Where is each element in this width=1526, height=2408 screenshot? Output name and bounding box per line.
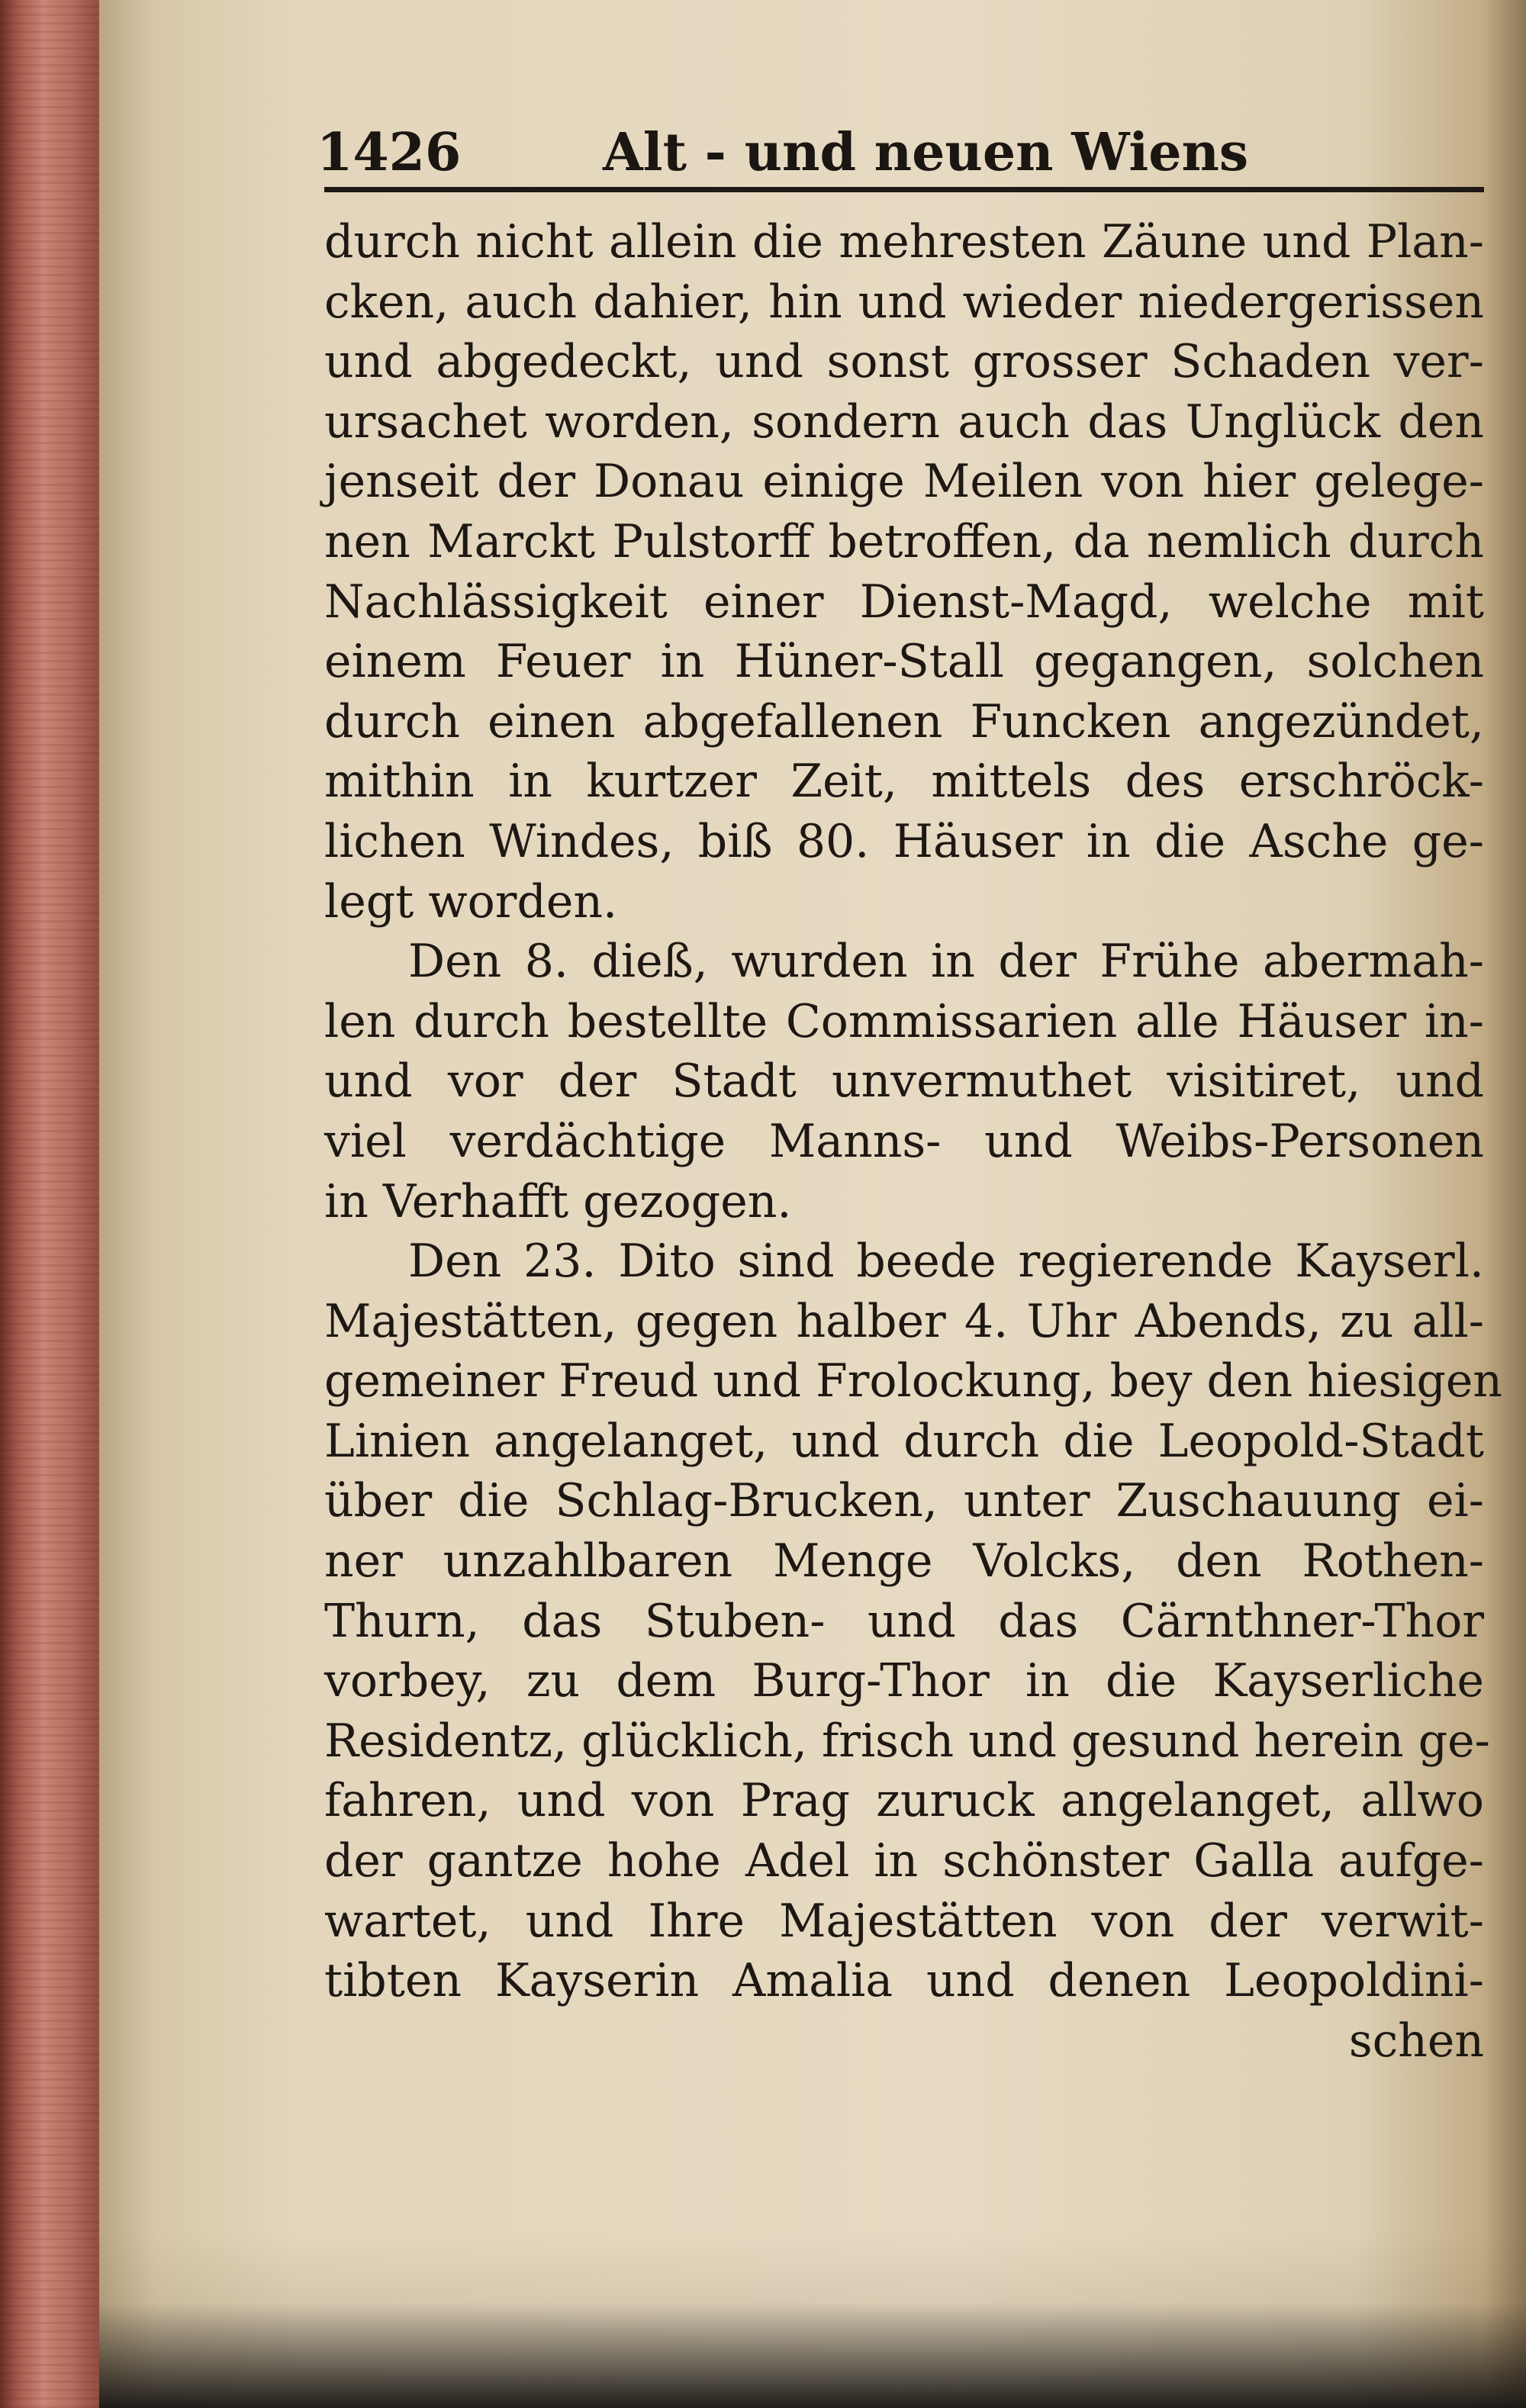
text-line: jenseit der Donau einige Meilen von hier gelege- (324, 455, 1484, 509)
running-title: Alt - und neuen Wiens (603, 122, 1249, 183)
text-line: der gantze hohe Adel in schönster Galla aufge- (324, 1834, 1484, 1888)
text-line: durch nicht allein die mehresten Zäune und Plan- (324, 215, 1484, 269)
text-line: ner unzahlbaren Menge Volcks, den Rothen- (324, 1534, 1484, 1589)
text-line: len durch bestellte Commissarien alle Häuser in- (324, 994, 1484, 1048)
text-line: Linien angelanget, und durch die Leopold-Stadt (324, 1414, 1484, 1468)
text-line: mithin in kurtzer Zeit, mittels des erschröck- (324, 755, 1484, 809)
text-line: fahren, und von Prag zuruck angelanget, allwo (324, 1774, 1484, 1828)
header-rule (324, 187, 1484, 192)
text-line: Den 8. dieß, wurden in der Frühe abermah- (408, 935, 1484, 989)
text-line: cken, auch dahier, hin und wieder niedergerissen (324, 275, 1484, 329)
text-line: und vor der Stadt unvermuthet visitiret, und (324, 1054, 1484, 1109)
text-line: Nachlässigkeit einer Dienst-Magd, welche mit (324, 575, 1484, 629)
text-line: gemeiner Freud und Frolockung, bey den hiesigen (324, 1354, 1503, 1408)
text-line: Thurn, das Stuben- und das Cärnthner-Thor (324, 1594, 1484, 1648)
text-line: durch einen abgefallenen Funcken angezündet, (324, 694, 1484, 748)
text-line: Den 23. Dito sind beede regierende Kayserl. (408, 1235, 1484, 1289)
text-line: über die Schlag-Brucken, unter Zuschauung ei- (324, 1474, 1484, 1528)
text-line: wartet, und Ihre Majestätten von der verwit- (324, 1894, 1484, 1948)
text-line: Residentz, glücklich, frisch und gesund herein ge- (324, 1714, 1490, 1768)
text-line: ursachet worden, sondern auch das Unglück den (324, 394, 1484, 449)
text-line: viel verdächtige Manns- und Weibs-Personen (324, 1114, 1484, 1168)
body-text (324, 212, 1503, 2071)
page-header (221, 114, 1480, 187)
text-line: lichen Windes, biß 80. Häuser in die Asche ge- (324, 814, 1484, 868)
book-edge (0, 0, 103, 2408)
text-line: Majestätten, gegen halber 4. Uhr Abends, zu all- (324, 1294, 1484, 1348)
catchword: schen (1348, 2014, 1484, 2068)
text-line: und abgedeckt, und sonst grosser Schaden ver- (324, 335, 1484, 389)
text-line: legt worden. (324, 874, 618, 929)
text-line: einem Feuer in Hüner-Stall gegangen, solchen (324, 635, 1484, 689)
text-line: tibten Kayserin Amalia und denen Leopoldini- (324, 1954, 1484, 2008)
text-line: nen Marckt Pulstorff betroffen, da nemlich durch (324, 514, 1484, 568)
text-line: vorbey, zu dem Burg-Thor in die Kayserliche (324, 1654, 1484, 1708)
page-number: 1426 (317, 122, 462, 183)
text-line: in Verhafft gezogen. (324, 1174, 792, 1228)
